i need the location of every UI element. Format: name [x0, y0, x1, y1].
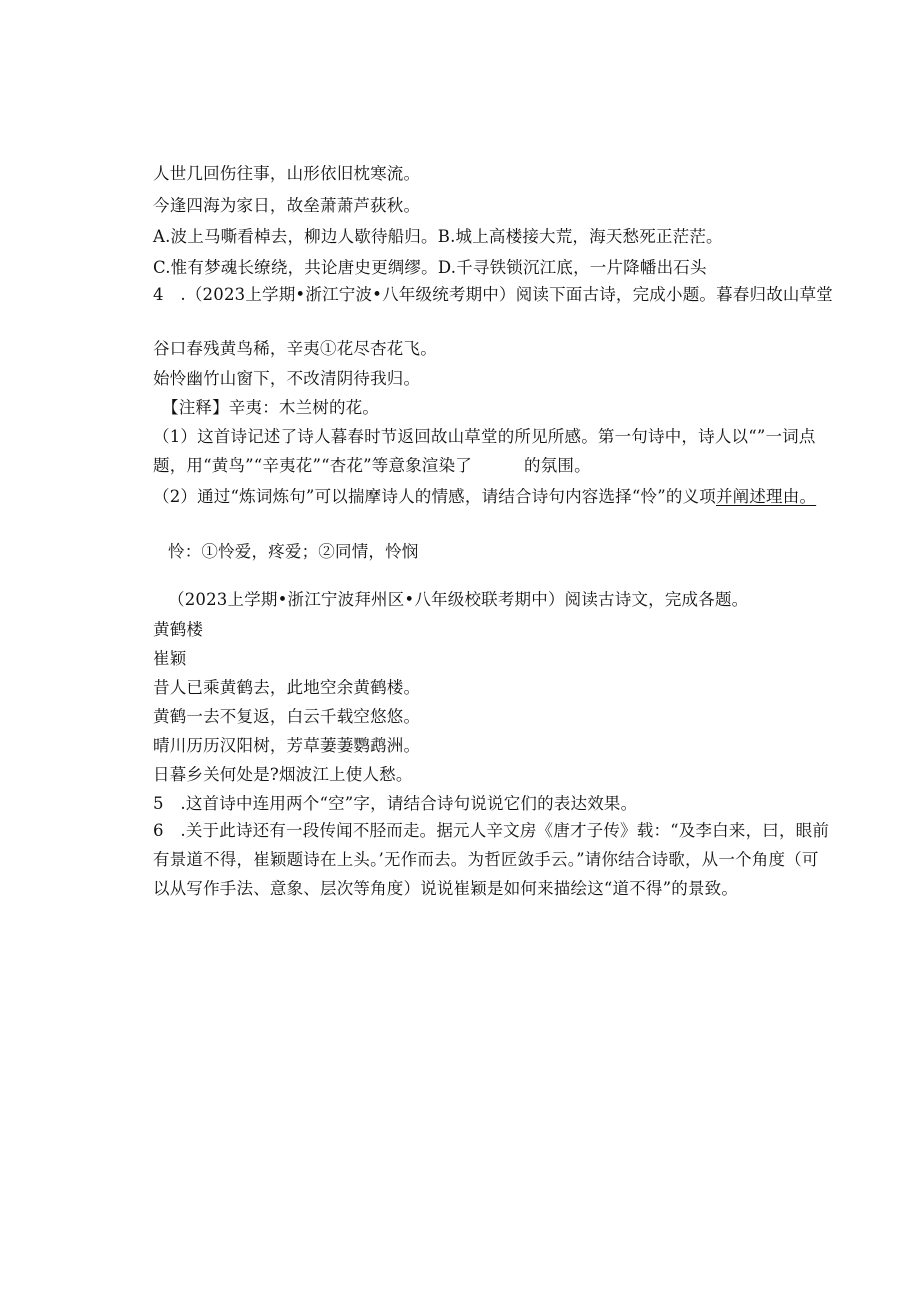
options-row-cd: C.惟有梦魂长缭绕，共论唐史更绸缪。D.千寻铁锁沉江底，一片降幡出石头 — [153, 258, 707, 277]
poem-line: 始怜幽竹山窗下，不改清阴待我归。 — [153, 369, 421, 388]
poem-line: 昔人已乘黄鹤去，此地空余黄鹤楼。 — [153, 678, 421, 697]
question-5: 5 .这首诗中连用两个“空”字，请结合诗句说说它们的表达效果。 — [153, 794, 638, 813]
poem-author: 崔颖 — [153, 649, 187, 668]
poem-line: 黄鹤一去不复返，白云千载空悠悠。 — [153, 707, 421, 726]
underlined-phrase: 并阐述理由。 — [715, 487, 817, 506]
poem-line: 今逢四海为家日，故垒萧萧芦荻秋。 — [153, 196, 421, 215]
question-4-header: 4 .（2023上学期•浙江宁波•八年级统考期中）阅读下面古诗，完成小题。暮春归故山草堂 — [153, 285, 833, 304]
annotation-note: 【注释】辛夷：木兰树的花。 — [162, 398, 380, 417]
poem-line: 日暮乡关何处是?烟波江上使人愁。 — [153, 765, 413, 784]
poem-line: 谷口春残黄鸟稀，辛夷①花尽杏花飞。 — [153, 339, 437, 358]
word-meaning-options: 怜：①怜爱，疼爱；②同情，怜悯 — [168, 542, 419, 561]
question-4-part-2 — [153, 482, 833, 511]
options-row-ab: A.波上马嘶看棹去，柳边人歇待船归。B.城上高楼接大荒，海天愁死正茫茫。 — [153, 227, 723, 246]
question-text: （2）通过“炼词炼句”可以揣摩诗人的情感，请结合诗句内容选择“怜”的义项 — [153, 487, 716, 506]
passage-header: （2023上学期•浙江宁波拜州区•八年级校联考期中）阅读古诗文，完成各题。 — [168, 590, 749, 609]
question-6: 6 .关于此诗还有一段传闻不胫而走。据元人辛文房《唐才子传》载：“及李白来，曰，眼前有景道不得，崔颖题诗在上头。’无作而去。为哲匠敛手云。”请你结合诗歌，从一个角度（可以从写作手法、意象、层次等角度）说说崔颖是如何来描绘这“道不得”的景致。 — [153, 821, 830, 898]
poem-line: 人世几回伤往事，山形依旧枕寒流。 — [153, 164, 421, 183]
question-4-part-1 — [153, 422, 833, 480]
question-text: 的氛围。 — [524, 456, 591, 475]
poem-line: 晴川历历汉阳树，芳草萋萋鹦鹉洲。 — [153, 736, 421, 755]
poem-title: 黄鹤楼 — [153, 620, 204, 639]
question-text: （1）这首诗记述了诗人暮春时节返回故山草堂的所见所感。第一句诗中，诗人以“”一词点题，用“黄鸟”“辛夷花”“杏花”等意象渲染了 — [153, 427, 816, 475]
